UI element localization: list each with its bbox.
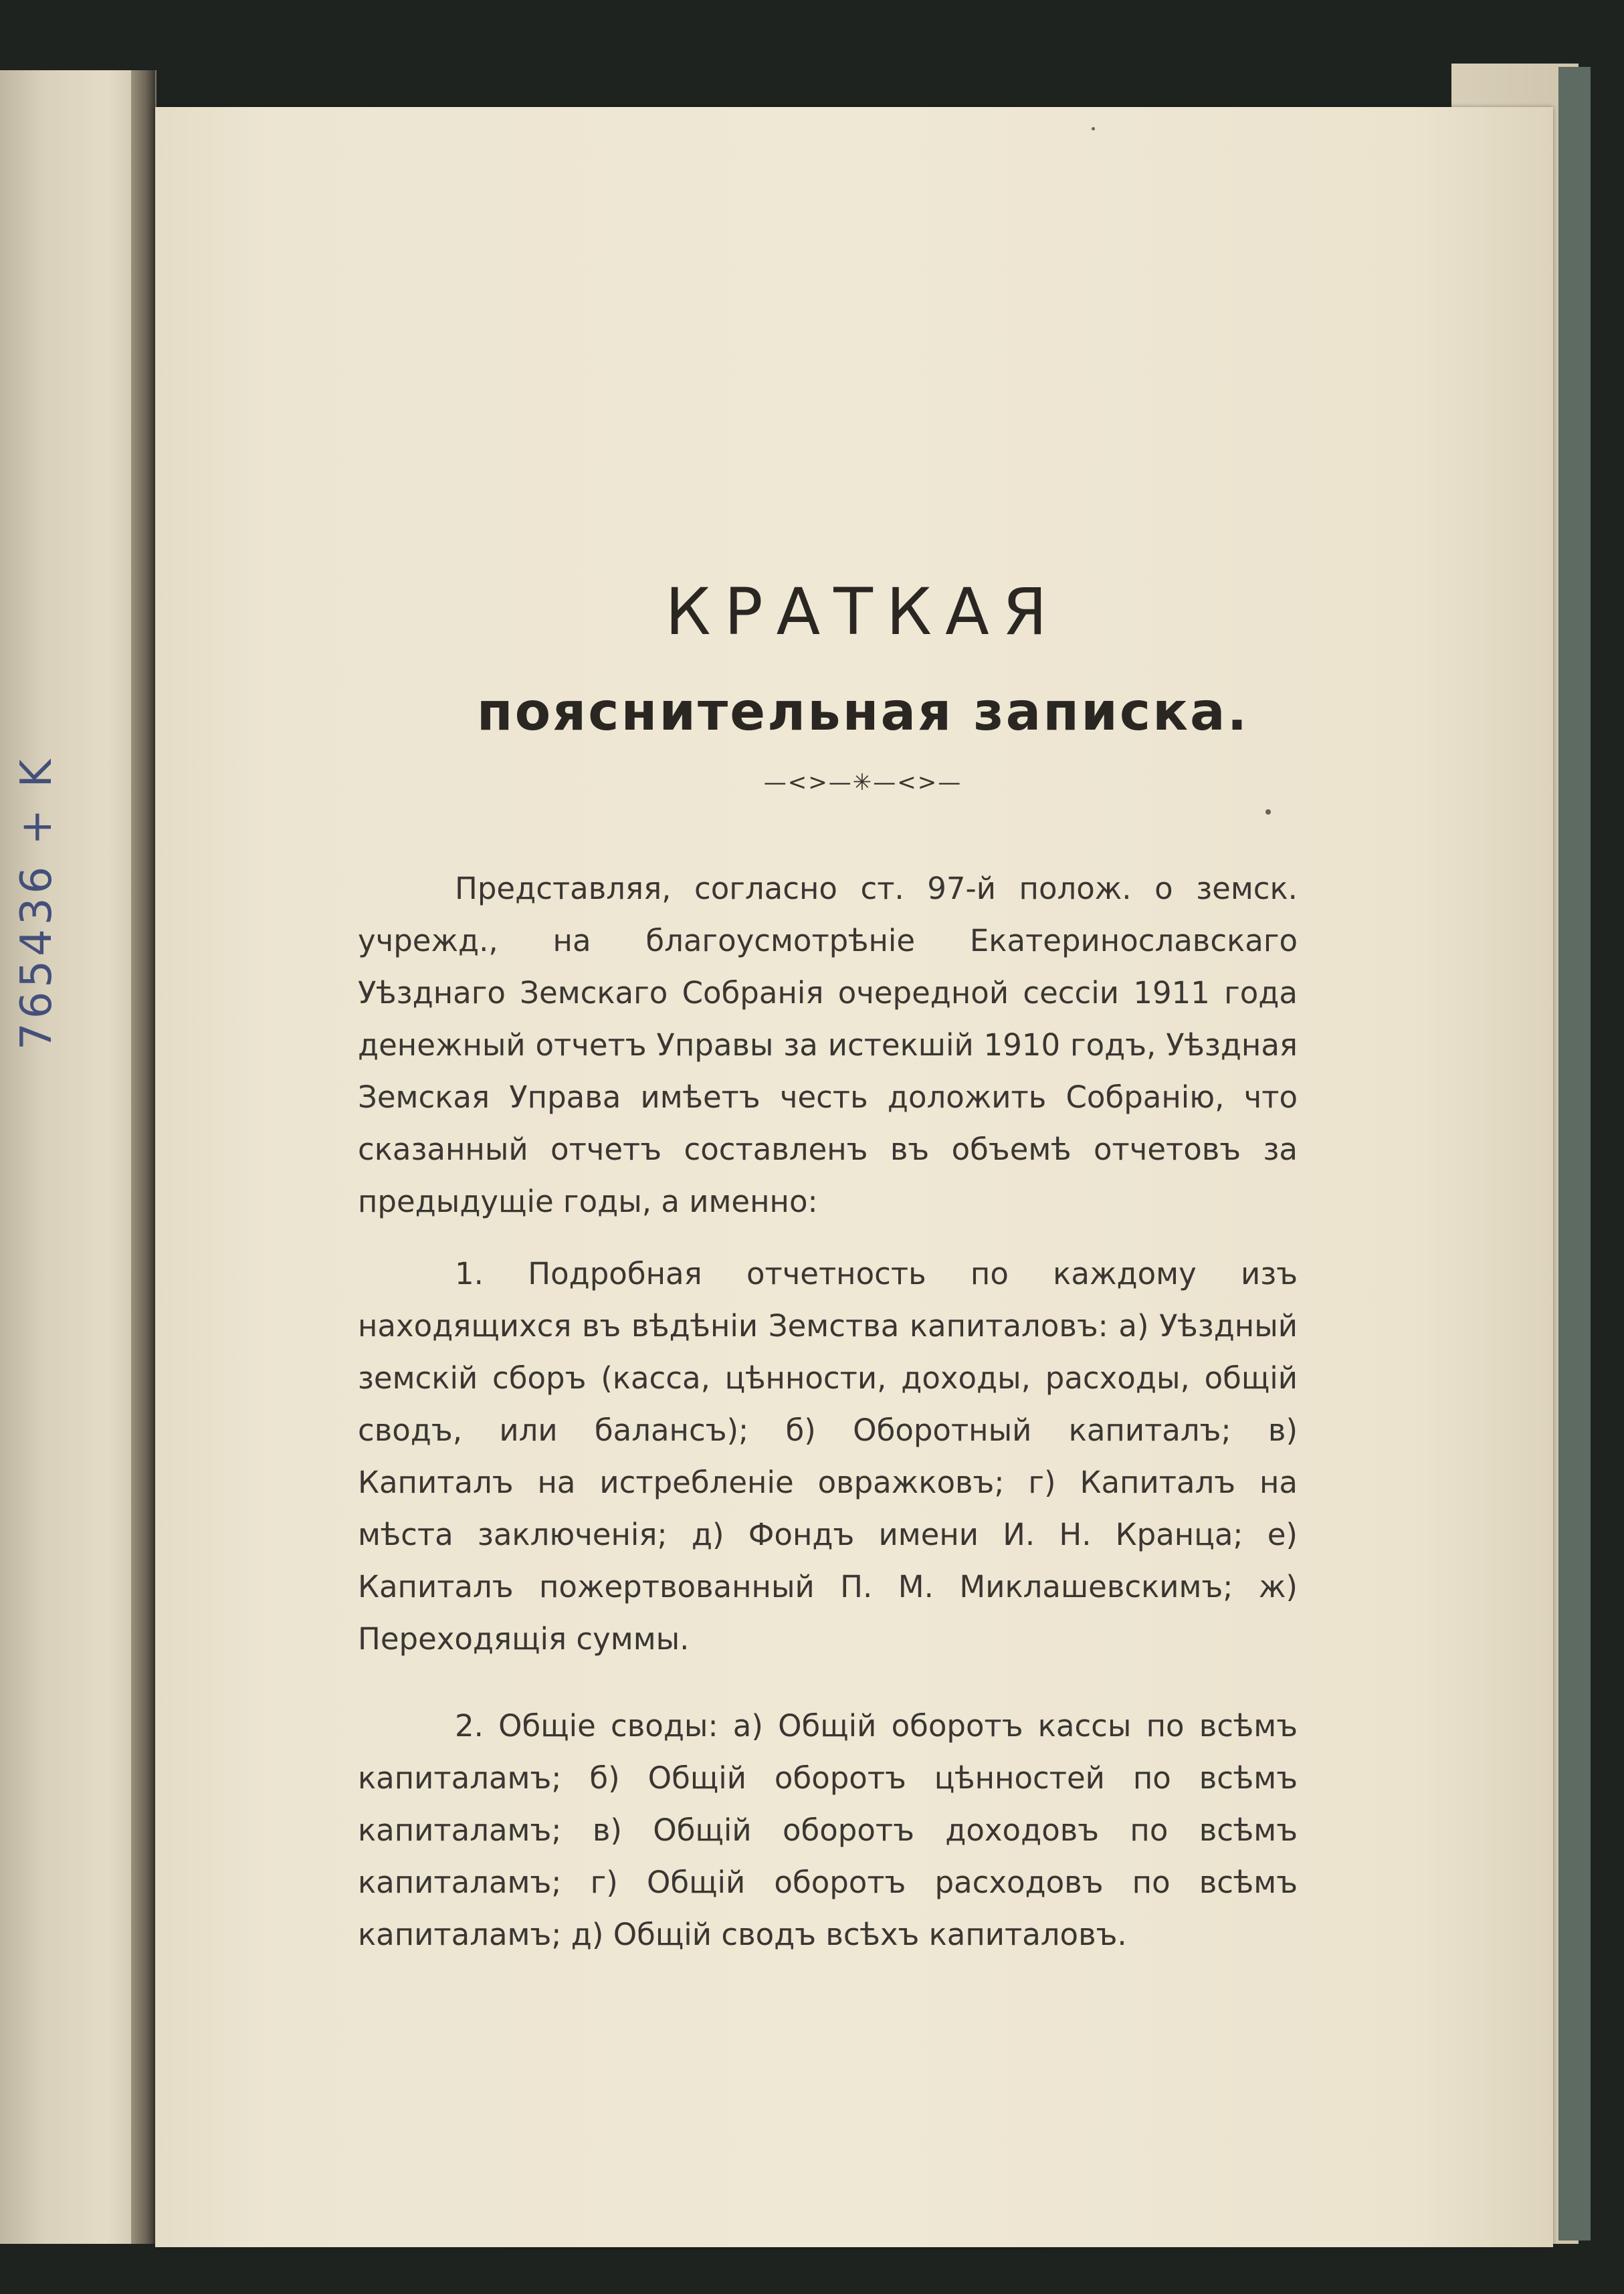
ornament-divider: —<>—✳—<>— (763, 769, 962, 796)
paragraph-item-2: 2. Общіе своды: а) Общій оборотъ кассы по всѣмъ капиталамъ; б) Общій оборотъ цѣнностей по всѣмъ капиталамъ; в) Общій оборотъ доходовъ по всѣмъ капиталамъ; г) Общій оборотъ расходовъ по всѣмъ капиталамъ; д) Общій сводъ всѣхъ капиталовъ. (358, 1708, 1298, 1952)
paragraph-item-1: 1. Подробная отчетность по каждому изъ находящихся въ вѣдѣніи Земства капиталовъ: а) Уѣздный земскій сборъ (касса, цѣнности, доходы, расходы, общій сводъ, или балансъ); б) Оборотный капиталъ; в) Капиталъ на истребленіе овражковъ; г) Капиталъ на мѣста заключенія; д) Фондъ имени И. Н. Кранца; е) Капиталъ пожертвованный П. М. Миклашевскимъ; ж) Переходящія суммы. (358, 1256, 1298, 1657)
paragraph-intro: Представляя, согласно ст. 97-й полож. о земск. учрежд., на благоусмотрѣніе Екатеринославскаго Уѣзднаго Земскаго Собранія очередной сессіи 1911 года денежный отчетъ Управы за истекшій 1910 годъ, Уѣздная Земская Управа имѣетъ честь доложить Собранію, что сказанный отчетъ составленъ въ объемѣ отчетовъ за предыдущіе годы, а именно: (358, 871, 1298, 1219)
title-main: КРАТКАЯ (665, 575, 1061, 649)
paper-speck (1265, 809, 1271, 815)
cover-spine-edge (131, 70, 155, 2244)
paper-speck (1092, 127, 1095, 130)
document-title (348, 575, 1378, 796)
green-binding-edge (1558, 67, 1591, 2240)
handwritten-inventory-number: 765436 + K (12, 755, 62, 1050)
title-subtitle: пояснительная записка. (476, 682, 1249, 742)
document-body (358, 863, 1298, 1961)
